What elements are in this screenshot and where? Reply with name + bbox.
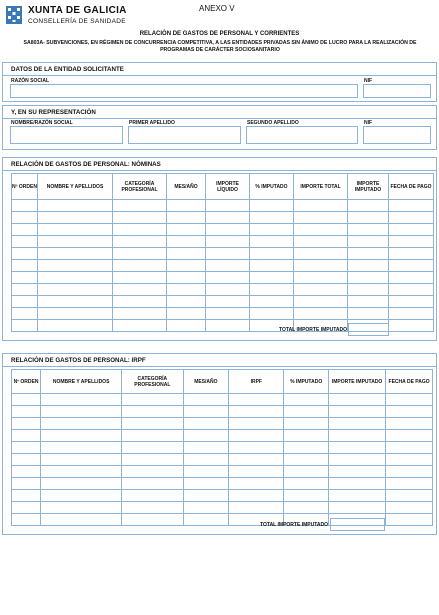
table-cell[interactable] (12, 320, 38, 332)
table-row (12, 224, 434, 236)
table-cell[interactable] (206, 212, 250, 224)
table-cell[interactable] (389, 248, 434, 260)
table-cell[interactable] (250, 308, 294, 320)
table-cell[interactable] (113, 260, 167, 272)
table-cell[interactable] (386, 502, 433, 514)
table-cell[interactable] (229, 406, 284, 418)
col-header-irpf: IRPF (229, 370, 284, 394)
table-row (12, 284, 434, 296)
table-cell[interactable] (348, 284, 389, 296)
table-cell[interactable] (167, 320, 206, 332)
table-cell[interactable] (41, 502, 122, 514)
table-cell[interactable] (284, 454, 329, 466)
table-cell[interactable] (348, 296, 389, 308)
table-cell[interactable] (329, 430, 386, 442)
table-cell[interactable] (113, 272, 167, 284)
table-cell[interactable] (386, 394, 433, 406)
table-cell[interactable] (389, 284, 434, 296)
razon-social-field[interactable] (10, 84, 358, 98)
table-cell[interactable] (122, 466, 183, 478)
table-cell[interactable] (12, 272, 38, 284)
table-cell[interactable] (38, 296, 113, 308)
table-cell[interactable] (183, 406, 229, 418)
table-cell[interactable] (250, 212, 294, 224)
table-cell[interactable] (113, 284, 167, 296)
table-row (12, 260, 434, 272)
table-cell[interactable] (389, 236, 434, 248)
table-cell[interactable] (294, 200, 348, 212)
col-header-total-amount: IMPORTE TOTAL (294, 174, 348, 200)
table-cell[interactable] (386, 478, 433, 490)
divider (3, 366, 436, 367)
entity-nif-field[interactable] (363, 84, 431, 98)
table-cell[interactable] (183, 478, 229, 490)
table-cell[interactable] (389, 272, 434, 284)
table-cell[interactable] (12, 442, 41, 454)
first-surname-field[interactable] (128, 126, 241, 144)
table-cell[interactable] (122, 514, 183, 526)
table-cell[interactable] (250, 200, 294, 212)
table-cell[interactable] (113, 308, 167, 320)
irpf-panel (2, 353, 437, 535)
table-cell[interactable] (329, 442, 386, 454)
table-cell[interactable] (41, 394, 122, 406)
table-cell[interactable] (12, 248, 38, 260)
table-cell[interactable] (12, 490, 41, 502)
col-header-name: NOMBRE Y APELLIDOS (41, 370, 122, 394)
table-cell[interactable] (167, 248, 206, 260)
irpf-table-body (12, 394, 433, 526)
table-cell[interactable] (122, 394, 183, 406)
table-cell[interactable] (183, 466, 229, 478)
table-cell[interactable] (386, 430, 433, 442)
table-cell[interactable] (206, 272, 250, 284)
table-cell[interactable] (12, 236, 38, 248)
table-cell[interactable] (389, 308, 434, 320)
table-cell[interactable] (12, 308, 38, 320)
table-cell[interactable] (206, 224, 250, 236)
table-cell[interactable] (229, 394, 284, 406)
divider (3, 118, 436, 119)
table-cell[interactable] (386, 490, 433, 502)
table-cell[interactable] (12, 284, 38, 296)
table-cell[interactable] (38, 224, 113, 236)
nominas-total-field[interactable] (348, 323, 389, 336)
table-cell[interactable] (386, 454, 433, 466)
table-cell[interactable] (386, 406, 433, 418)
rep-nif-label: NIF (364, 120, 373, 126)
table-cell[interactable] (183, 430, 229, 442)
nominas-total-label: TOTAL IMPORTE IMPUTADO (279, 327, 347, 333)
table-cell[interactable] (294, 308, 348, 320)
table-cell[interactable] (348, 236, 389, 248)
table-row (12, 454, 433, 466)
table-cell[interactable] (206, 260, 250, 272)
table-cell[interactable] (12, 514, 41, 526)
table-cell[interactable] (38, 260, 113, 272)
table-cell[interactable] (122, 502, 183, 514)
table-cell[interactable] (329, 454, 386, 466)
col-header-payment-date: FECHA DE PAGO (386, 370, 433, 394)
table-cell[interactable] (113, 200, 167, 212)
first-surname-label: PRIMER APELLIDO (129, 120, 175, 126)
table-cell[interactable] (348, 308, 389, 320)
table-cell[interactable] (389, 260, 434, 272)
second-surname-label: SEGUNDO APELLIDO (247, 120, 299, 126)
table-cell[interactable] (386, 514, 433, 526)
entity-title: DATOS DE LA ENTIDAD SOLICITANTE (11, 66, 124, 73)
table-cell[interactable] (113, 212, 167, 224)
table-cell[interactable] (12, 454, 41, 466)
table-cell[interactable] (12, 200, 38, 212)
table-cell[interactable] (183, 514, 229, 526)
table-cell[interactable] (206, 320, 250, 332)
table-cell[interactable] (38, 320, 113, 332)
document-title: RELACIÓN DE GASTOS DE PERSONAL Y CORRIENTES (139, 31, 300, 37)
table-row (12, 502, 433, 514)
table-cell[interactable] (294, 224, 348, 236)
irpf-title: RELACIÓN DE GASTOS DE PERSONAL: IRPF (11, 357, 146, 364)
table-cell[interactable] (183, 502, 229, 514)
table-row (12, 248, 434, 260)
table-cell[interactable] (389, 212, 434, 224)
col-header-order: Nº ORDEN (12, 174, 38, 200)
table-cell[interactable] (229, 442, 284, 454)
table-cell[interactable] (386, 418, 433, 430)
table-cell[interactable] (12, 502, 41, 514)
col-header-month-year: MES/AÑO (183, 370, 229, 394)
name-label: NOMBRE/RAZÓN SOCIAL (11, 120, 73, 126)
col-header-imputed-amount: IMPORTE IMPUTADO (348, 174, 389, 200)
col-header-category: CATEGORÍA PROFESIONAL (122, 370, 183, 394)
table-cell[interactable] (167, 224, 206, 236)
table-row (12, 490, 433, 502)
table-cell[interactable] (250, 296, 294, 308)
representative-panel (2, 105, 437, 150)
table-cell[interactable] (206, 200, 250, 212)
table-cell[interactable] (348, 224, 389, 236)
divider (3, 75, 436, 76)
table-row (12, 296, 434, 308)
name-field[interactable] (10, 126, 123, 144)
table-row (12, 478, 433, 490)
table-cell[interactable] (183, 418, 229, 430)
table-cell[interactable] (167, 212, 206, 224)
table-cell[interactable] (41, 442, 122, 454)
table-cell[interactable] (229, 502, 284, 514)
table-cell[interactable] (12, 430, 41, 442)
table-cell[interactable] (294, 284, 348, 296)
table-row (12, 308, 434, 320)
table-cell[interactable] (41, 454, 122, 466)
table-cell[interactable] (38, 308, 113, 320)
table-cell[interactable] (229, 454, 284, 466)
table-cell[interactable] (250, 272, 294, 284)
table-cell[interactable] (206, 308, 250, 320)
org-name: XUNTA DE GALICIA (28, 5, 127, 16)
table-cell[interactable] (167, 308, 206, 320)
table-cell[interactable] (386, 466, 433, 478)
table-cell[interactable] (122, 454, 183, 466)
table-cell[interactable] (284, 406, 329, 418)
irpf-table (11, 369, 433, 526)
table-cell[interactable] (294, 248, 348, 260)
xunta-logo (4, 4, 164, 28)
table-cell[interactable] (206, 248, 250, 260)
table-cell[interactable] (41, 418, 122, 430)
divider (3, 170, 436, 171)
table-cell[interactable] (122, 490, 183, 502)
table-cell[interactable] (250, 284, 294, 296)
table-cell[interactable] (284, 442, 329, 454)
nominas-panel (2, 157, 437, 341)
table-cell[interactable] (38, 212, 113, 224)
entity-panel (2, 62, 437, 102)
table-cell[interactable] (206, 284, 250, 296)
table-cell[interactable] (329, 406, 386, 418)
table-row (12, 406, 433, 418)
col-header-category: CATEGORÍA PROFESIONAL (113, 174, 167, 200)
col-header-net-amount: IMPORTE LÍQUIDO (206, 174, 250, 200)
table-cell[interactable] (41, 430, 122, 442)
org-department: CONSELLERÍA DE SANIDADE (28, 18, 126, 25)
xunta-emblem-icon (4, 4, 24, 26)
rep-nif-field[interactable] (363, 126, 431, 144)
col-header-percent: % IMPUTADO (284, 370, 329, 394)
table-cell[interactable] (38, 284, 113, 296)
table-cell[interactable] (329, 466, 386, 478)
table-cell[interactable] (250, 236, 294, 248)
table-cell[interactable] (284, 430, 329, 442)
entity-nif-label: NIF (364, 78, 373, 84)
document-subtitle: SA803A- SUBVENCIONES, EN RÉGIMEN DE CONCURRENCIA COMPETITIVA, A LAS ENTIDADES PRIVADAS SIN ÁNIMO DE LUCRO PARA LA REALIZACIÓN DE PROGRAMAS DE CARÁCTER SOCIOSANITARIO (23, 40, 417, 53)
nominas-title: RELACIÓN DE GASTOS DE PERSONAL: NÓMINAS (11, 161, 161, 168)
table-cell[interactable] (284, 478, 329, 490)
table-cell[interactable] (113, 248, 167, 260)
col-header-imputed-amount: IMPORTE IMPUTADO (329, 370, 386, 394)
representative-title: Y, EN SU REPRESENTACIÓN (11, 109, 96, 116)
table-cell[interactable] (12, 394, 41, 406)
table-cell[interactable] (183, 454, 229, 466)
table-cell[interactable] (284, 418, 329, 430)
table-cell[interactable] (12, 466, 41, 478)
table-cell[interactable] (41, 466, 122, 478)
col-header-percent: % IMPUTADO (250, 174, 294, 200)
col-header-payment-date: FECHA DE PAGO (389, 174, 434, 200)
table-cell[interactable] (122, 478, 183, 490)
table-cell[interactable] (389, 320, 434, 332)
table-cell[interactable] (12, 212, 38, 224)
table-cell[interactable] (122, 430, 183, 442)
table-cell[interactable] (38, 236, 113, 248)
table-cell[interactable] (183, 442, 229, 454)
table-cell[interactable] (122, 406, 183, 418)
table-row (12, 442, 433, 454)
nominas-table-body (12, 200, 434, 332)
table-cell[interactable] (329, 418, 386, 430)
table-cell[interactable] (167, 296, 206, 308)
table-cell[interactable] (167, 272, 206, 284)
table-cell[interactable] (122, 418, 183, 430)
table-cell[interactable] (348, 260, 389, 272)
table-cell[interactable] (41, 406, 122, 418)
table-cell[interactable] (284, 490, 329, 502)
irpf-total-label: TOTAL IMPORTE IMPUTADO (260, 522, 328, 528)
table-cell[interactable] (38, 248, 113, 260)
table-cell[interactable] (348, 272, 389, 284)
table-cell[interactable] (229, 430, 284, 442)
table-cell[interactable] (250, 260, 294, 272)
table-cell[interactable] (12, 478, 41, 490)
table-cell[interactable] (229, 466, 284, 478)
table-cell[interactable] (229, 478, 284, 490)
table-cell[interactable] (113, 236, 167, 248)
second-surname-field[interactable] (246, 126, 358, 144)
table-cell[interactable] (250, 248, 294, 260)
col-header-name: NOMBRE Y APELLIDOS (38, 174, 113, 200)
table-cell[interactable] (348, 248, 389, 260)
table-cell[interactable] (329, 478, 386, 490)
table-cell[interactable] (183, 394, 229, 406)
irpf-total-field[interactable] (330, 518, 385, 531)
table-row (12, 394, 433, 406)
table-row (12, 212, 434, 224)
table-cell[interactable] (38, 200, 113, 212)
table-cell[interactable] (41, 490, 122, 502)
table-cell[interactable] (329, 394, 386, 406)
table-cell[interactable] (41, 478, 122, 490)
table-cell[interactable] (389, 224, 434, 236)
table-cell[interactable] (294, 260, 348, 272)
table-cell[interactable] (229, 490, 284, 502)
table-cell[interactable] (113, 224, 167, 236)
table-cell[interactable] (284, 502, 329, 514)
table-row (12, 466, 433, 478)
nominas-table (11, 173, 434, 332)
table-cell[interactable] (167, 260, 206, 272)
razon-social-label: RAZÓN SOCIAL (11, 78, 50, 84)
table-cell[interactable] (294, 212, 348, 224)
table-cell[interactable] (206, 296, 250, 308)
table-row (12, 200, 434, 212)
table-cell[interactable] (348, 200, 389, 212)
table-cell[interactable] (113, 320, 167, 332)
table-cell[interactable] (167, 236, 206, 248)
table-cell[interactable] (386, 442, 433, 454)
table-cell[interactable] (284, 394, 329, 406)
table-cell[interactable] (183, 490, 229, 502)
annex-label: ANEXO V (199, 4, 235, 13)
table-cell[interactable] (167, 200, 206, 212)
table-cell[interactable] (41, 514, 122, 526)
table-cell[interactable] (389, 200, 434, 212)
table-cell[interactable] (12, 406, 41, 418)
table-cell[interactable] (348, 212, 389, 224)
table-cell[interactable] (329, 502, 386, 514)
table-cell[interactable] (294, 236, 348, 248)
table-cell[interactable] (167, 284, 206, 296)
table-row (12, 236, 434, 248)
table-cell[interactable] (12, 260, 38, 272)
table-cell[interactable] (250, 224, 294, 236)
table-cell[interactable] (294, 272, 348, 284)
table-cell[interactable] (38, 272, 113, 284)
table-cell[interactable] (229, 418, 284, 430)
table-cell[interactable] (206, 236, 250, 248)
table-row (12, 418, 433, 430)
table-cell[interactable] (329, 490, 386, 502)
col-header-order: Nº ORDEN (12, 370, 41, 394)
table-cell[interactable] (284, 466, 329, 478)
table-cell[interactable] (113, 296, 167, 308)
table-row (12, 272, 434, 284)
table-cell[interactable] (12, 296, 38, 308)
table-cell[interactable] (12, 224, 38, 236)
table-cell[interactable] (12, 418, 41, 430)
col-header-month-year: MES/AÑO (167, 174, 206, 200)
table-row (12, 430, 433, 442)
table-cell[interactable] (294, 296, 348, 308)
table-cell[interactable] (389, 296, 434, 308)
table-cell[interactable] (122, 442, 183, 454)
